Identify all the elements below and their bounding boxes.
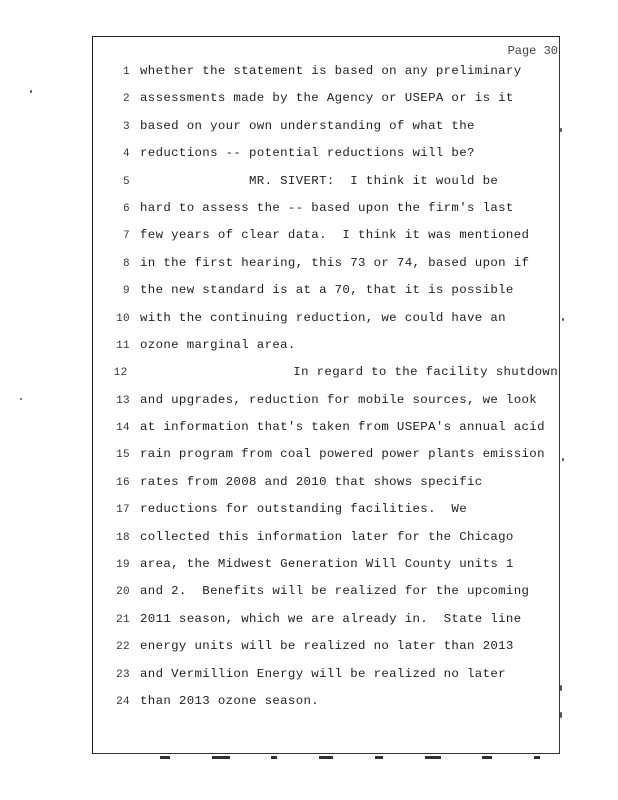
scan-speck: [560, 712, 562, 718]
transcript-line: [92, 639, 558, 666]
transcript-line: [92, 201, 558, 228]
transcript-line: [92, 420, 558, 447]
line-number: 23: [116, 668, 130, 681]
line-text: MR. SIVERT: I think it would be: [140, 173, 499, 188]
line-text: collected this information later for the Chicago: [140, 529, 514, 544]
line-text: hard to assess the -- based upon the firm's last: [140, 200, 514, 215]
transcript-line: [92, 91, 558, 118]
line-text: reductions -- potential reductions will be?: [140, 146, 475, 161]
line-number: 8: [123, 257, 130, 270]
line-text: and upgrades, reduction for mobile sources, we look: [140, 392, 538, 407]
line-number: 12: [113, 367, 128, 380]
transcript-line: [92, 447, 558, 474]
line-text: rates from 2008 and 2010 that shows specific: [140, 474, 483, 489]
line-number: 9: [123, 285, 130, 298]
line-text: 2011 season, which we are already in. State line: [140, 611, 522, 626]
transcript-line: [92, 475, 558, 502]
transcript-lines: [92, 64, 558, 721]
scan-speck: [560, 685, 562, 691]
transcript-line: [92, 557, 558, 584]
line-text: with the continuing reduction, we could have an: [140, 310, 506, 325]
line-number: 5: [123, 175, 130, 188]
line-number: 21: [116, 613, 130, 626]
scan-speck: [562, 318, 564, 321]
line-text: area, the Midwest Generation Will County units 1: [140, 557, 514, 572]
line-number: 13: [116, 394, 130, 407]
line-number: 7: [123, 230, 130, 243]
transcript-line: [92, 584, 558, 611]
line-number: 17: [116, 504, 130, 517]
line-number: 14: [116, 422, 130, 435]
transcript-line: [92, 228, 558, 255]
line-text: rain program from coal powered power plants emission: [140, 447, 545, 462]
line-text: few years of clear data. I think it was mentioned: [140, 228, 530, 243]
line-number: 19: [116, 559, 130, 572]
line-number: 3: [123, 120, 130, 133]
transcript-line: [92, 256, 558, 283]
transcript-line: [92, 612, 558, 639]
transcript-line: [92, 365, 558, 392]
line-text: and Vermillion Energy will be realized no later: [140, 666, 506, 681]
line-number: 15: [116, 449, 130, 462]
line-text: the new standard is at a 70, that it is possible: [140, 283, 514, 298]
line-number: 4: [123, 148, 130, 161]
line-number: 2: [123, 93, 130, 106]
transcript-line: [92, 283, 558, 310]
line-number: 11: [116, 339, 130, 352]
line-number: 22: [116, 641, 130, 654]
scan-speck: [20, 398, 22, 400]
transcript-line: [92, 119, 558, 146]
transcript-line: [92, 694, 558, 721]
transcript-line: [92, 393, 558, 420]
line-text: reductions for outstanding facilities. We: [140, 502, 467, 517]
line-number: 10: [116, 312, 130, 325]
page-number-label: Page 30: [507, 44, 558, 58]
transcript-line: [92, 502, 558, 529]
line-text: at information that's taken from USEPA's annual acid: [140, 420, 545, 435]
transcript-line: [92, 311, 558, 338]
line-text: assessments made by the Agency or USEPA or is it: [140, 91, 514, 106]
line-text: In regard to the facility shutdown: [137, 365, 558, 380]
line-text: and 2. Benefits will be realized for the upcoming: [140, 584, 530, 599]
line-number: 18: [116, 531, 130, 544]
transcript-line: [92, 174, 558, 201]
line-text: than 2013 ozone season.: [140, 693, 320, 708]
line-text: ozone marginal area.: [140, 337, 296, 352]
bottom-scan-marks: [160, 754, 540, 760]
scan-speck: [30, 90, 32, 93]
transcript-line: [92, 667, 558, 694]
line-number: 1: [123, 66, 130, 78]
line-number: 20: [116, 586, 130, 599]
line-text: based on your own understanding of what the: [140, 118, 475, 133]
line-number: 6: [123, 202, 130, 215]
line-number: 24: [116, 695, 130, 708]
transcript-line: [92, 146, 558, 173]
scan-speck: [560, 128, 562, 132]
scan-speck: [562, 458, 564, 461]
transcript-line: [92, 530, 558, 557]
line-number: 16: [116, 476, 130, 489]
line-text: whether the statement is based on any preliminary: [140, 64, 522, 78]
transcript-line: [92, 338, 558, 365]
line-text: in the first hearing, this 73 or 74, based upon if: [140, 255, 530, 270]
line-text: energy units will be realized no later than 2013: [140, 639, 514, 654]
transcript-line: [92, 64, 558, 91]
